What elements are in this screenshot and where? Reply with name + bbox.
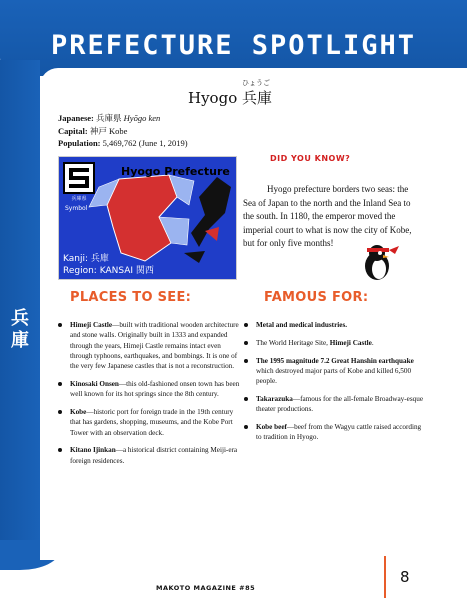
did-you-know-text: Hyogo prefecture borders two seas: the Sea of Japan to the north and the Inland Sea to the south. In 1180, the emperor moved the imperial court to what is now the city of Kobe, but for only five months!	[243, 184, 412, 248]
prefecture-map	[58, 156, 237, 280]
logo-label: 兵庫県	[71, 196, 87, 202]
map-title: Hyogo Prefecture	[121, 165, 230, 178]
info-population: Population: 5,469,762 (June 1, 2019)	[58, 138, 188, 148]
prefecture-title: Hyogo 兵庫	[188, 89, 272, 107]
info-block	[58, 112, 188, 150]
list-item: Kitano Ijinkan—a historical district containing Meiji-era foreign residences.	[58, 445, 240, 466]
list-item: Himeji Castle—built with traditional wooden architecture and stone walls. Originally built in 1333 and expanded through the years, Himeji Castle remains intact even through typhoons, earthquakes, and bombings. It is one of the very few Japanese castles that is not a reconstruction.	[58, 320, 240, 371]
left-band	[0, 60, 40, 552]
places-list	[58, 320, 240, 474]
places-title: PLACES TO SEE:	[70, 290, 192, 305]
page-title: PREFECTURE SPOTLIGHT	[50, 30, 417, 61]
did-you-know-title: DID YOU KNOW?	[270, 154, 351, 163]
list-item: The World Heritage Site, Himeji Castle.	[244, 338, 424, 348]
symbol-label: Symbol	[65, 205, 88, 212]
side-kanji: 兵庫	[11, 308, 29, 351]
map-region: Region: KANSAI 関西	[63, 266, 154, 276]
info-japanese: Japanese: 兵庫県 Hyōgo ken	[58, 113, 161, 123]
footer-magazine: MAKOTO MAGAZINE #85	[156, 584, 256, 592]
prefecture-symbol-logo	[63, 162, 95, 194]
list-item: Kinosaki Onsen—this old-fashioned onsen town has been well known for its hot springs since the 8th century.	[58, 379, 240, 400]
list-item: Takarazuka—famous for the all-female Broadway-esque theater productions.	[244, 394, 424, 415]
footer-divider	[384, 556, 386, 598]
penguin-mascot-icon	[355, 242, 401, 282]
page-number: 8	[400, 568, 410, 586]
info-capital: Capital: 神戸 Kobe	[58, 125, 128, 136]
famous-title: FAMOUS FOR:	[264, 290, 369, 305]
map-kanji: Kanji: 兵庫	[63, 254, 109, 264]
logo-icon	[65, 164, 93, 192]
list-item: The 1995 magnitude 7.2 Great Hanshin earthquake which destroyed major parts of Kobe and killed 6,500 people.	[244, 356, 424, 387]
list-item: Kobe—historic port for foreign trade in the 19th century that has gardens, shopping, museums, and the Kobe Port Tower with an observation deck.	[58, 407, 240, 438]
list-item: Kobe beef—beef from the Wagyu cattle raised according to tradition in Hyogo.	[244, 422, 424, 443]
header-banner	[0, 0, 467, 76]
title-furigana: ひょうご	[242, 79, 270, 87]
famous-list	[244, 320, 424, 450]
list-item: Metal and medical industries.	[244, 320, 424, 330]
